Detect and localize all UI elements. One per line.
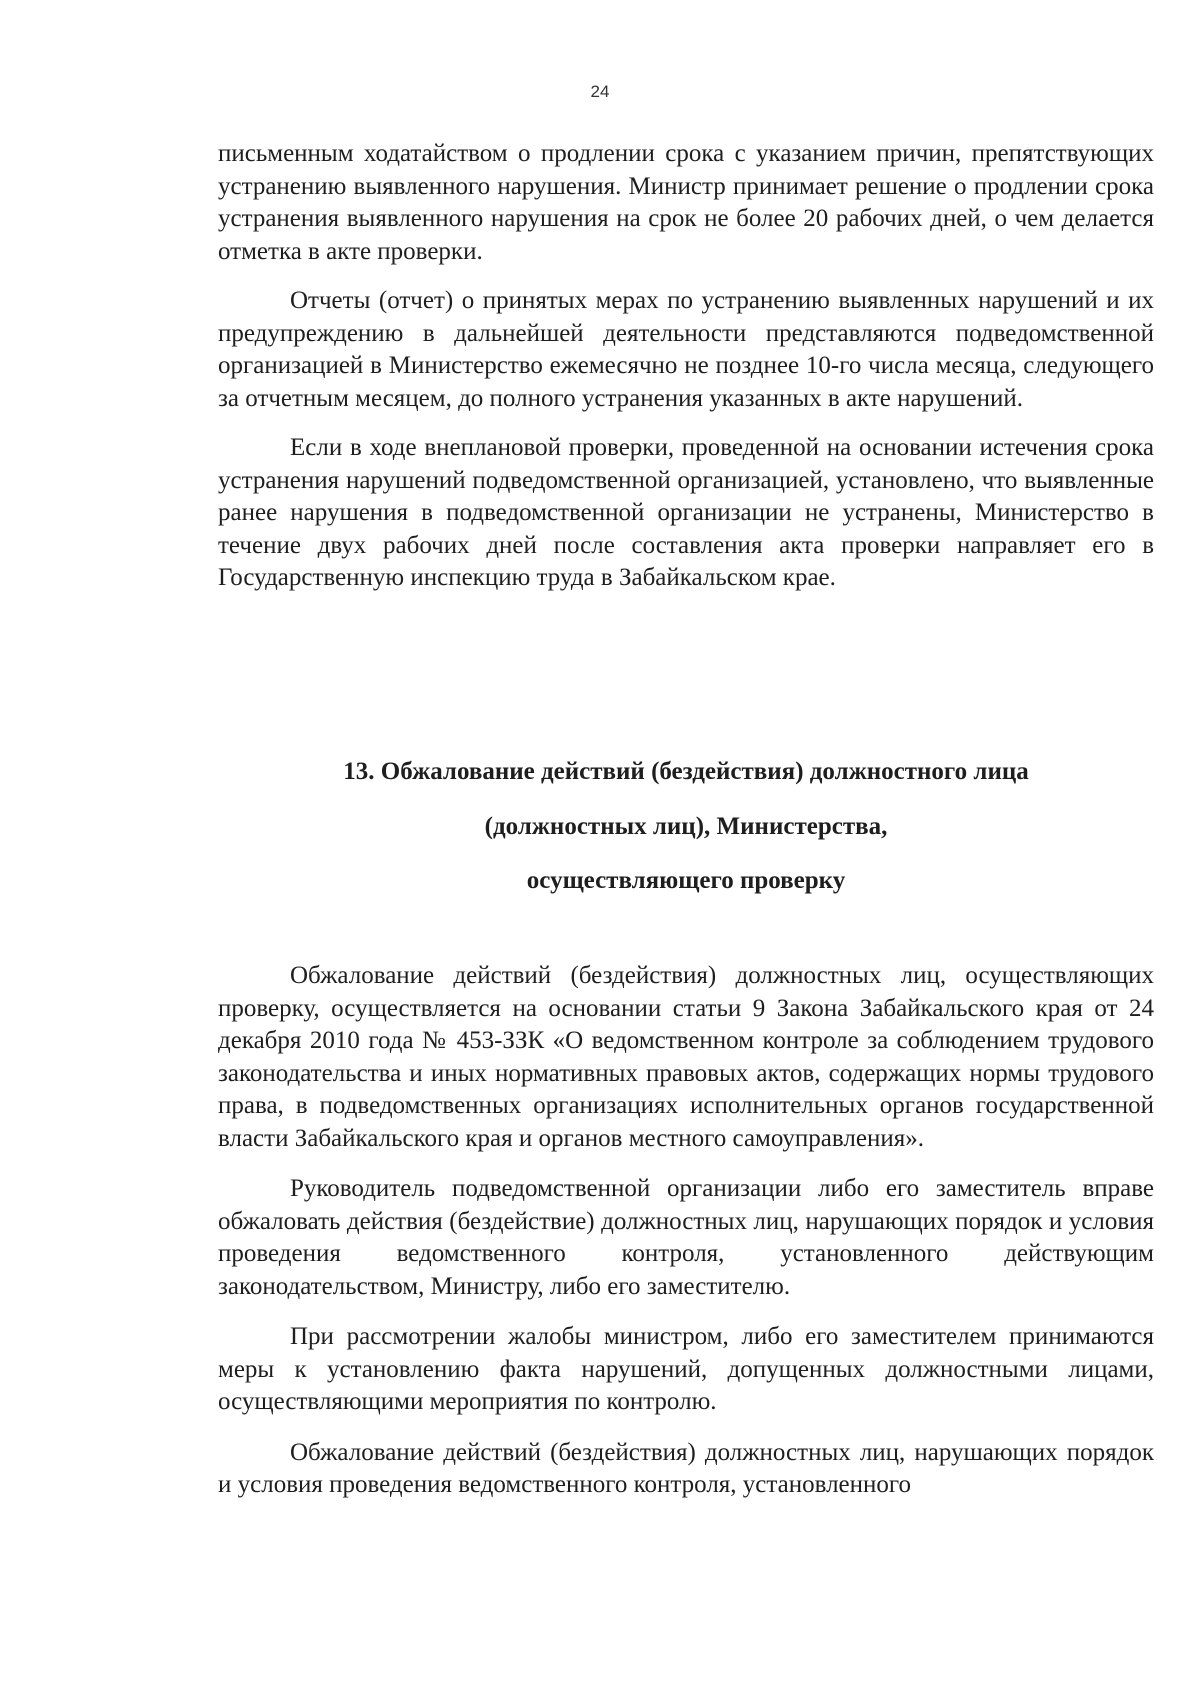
heading-line-2: (должностных лиц), Министерства, xyxy=(484,813,888,840)
heading-line-1: 13. Обжалование действий (бездействия) должностного лица xyxy=(343,758,1029,785)
paragraph-reports: Отчеты (отчет) о принятых мерах по устранению выявленных нарушений и их предупреждению в дальнейшей деятельности представляются подведомственной организацией в Министерство ежемесячно не позднее 10-го числа месяца, следующего за отчетным месяцем, до полного устранения указанных в акте нарушений. xyxy=(218,287,1154,412)
paragraph-complaint-review: При рассмотрении жалобы министром, либо его заместителем принимаются меры к установлению факта нарушений, допущенных должностными лицами, осуществляющими мероприятия по контролю. xyxy=(218,1323,1154,1415)
paragraph-continuation: письменным ходатайством о продлении срока с указанием причин, препятствующих устранению выявленного нарушения. Министр принимает решение о продлении срока устранения выявленного нарушения на срок не более 20 рабочих дней, о чем делается отметка в акте проверки. xyxy=(218,140,1154,265)
paragraph-appeal-continued: Обжалование действий (бездействия) должностных лиц, нарушающих порядок и условия проведения ведомственного контроля, установленного xyxy=(218,1438,1154,1498)
text-block-2 xyxy=(218,960,1154,1502)
heading-line-3: осуществляющего проверку xyxy=(526,867,846,894)
paragraph-unscheduled-check: Если в ходе внеплановой проверки, проведенной на основании истечения срока устранения нарушений подведомственной организацией, установлено, что выявленные ранее нарушения в подведомственной организации не устранены, Министерство в течение двух рабочих дней после составления акта проверки направляет его в Государственную инспекцию труда в Забайкальском крае. xyxy=(218,434,1154,591)
section-heading xyxy=(218,756,1154,897)
text-block-1 xyxy=(218,138,1154,595)
page-number: 24 xyxy=(590,82,610,101)
paragraph-appeal-basis: Обжалование действий (бездействия) должностных лиц, осуществляющих проверку, осуществляется на основании статьи 9 Закона Забайкальского края от 24 декабря 2010 года № 453-ЗЗК «О ведомственном контроле за соблюдением трудового законодательства и иных нормативных правовых актов, содержащих нормы трудового права, в подведомственных организациях исполнительных органов государственной власти Забайкальского края и органов местного самоуправления». xyxy=(218,962,1154,1152)
paragraph-manager-right: Руководитель подведомственной организации либо его заместитель вправе обжаловать действия (бездействие) должностных лиц, нарушающих порядок и условия проведения ведомственного контроля, установленного действующим законодательством, Министру, либо его заместителю. xyxy=(218,1175,1154,1300)
